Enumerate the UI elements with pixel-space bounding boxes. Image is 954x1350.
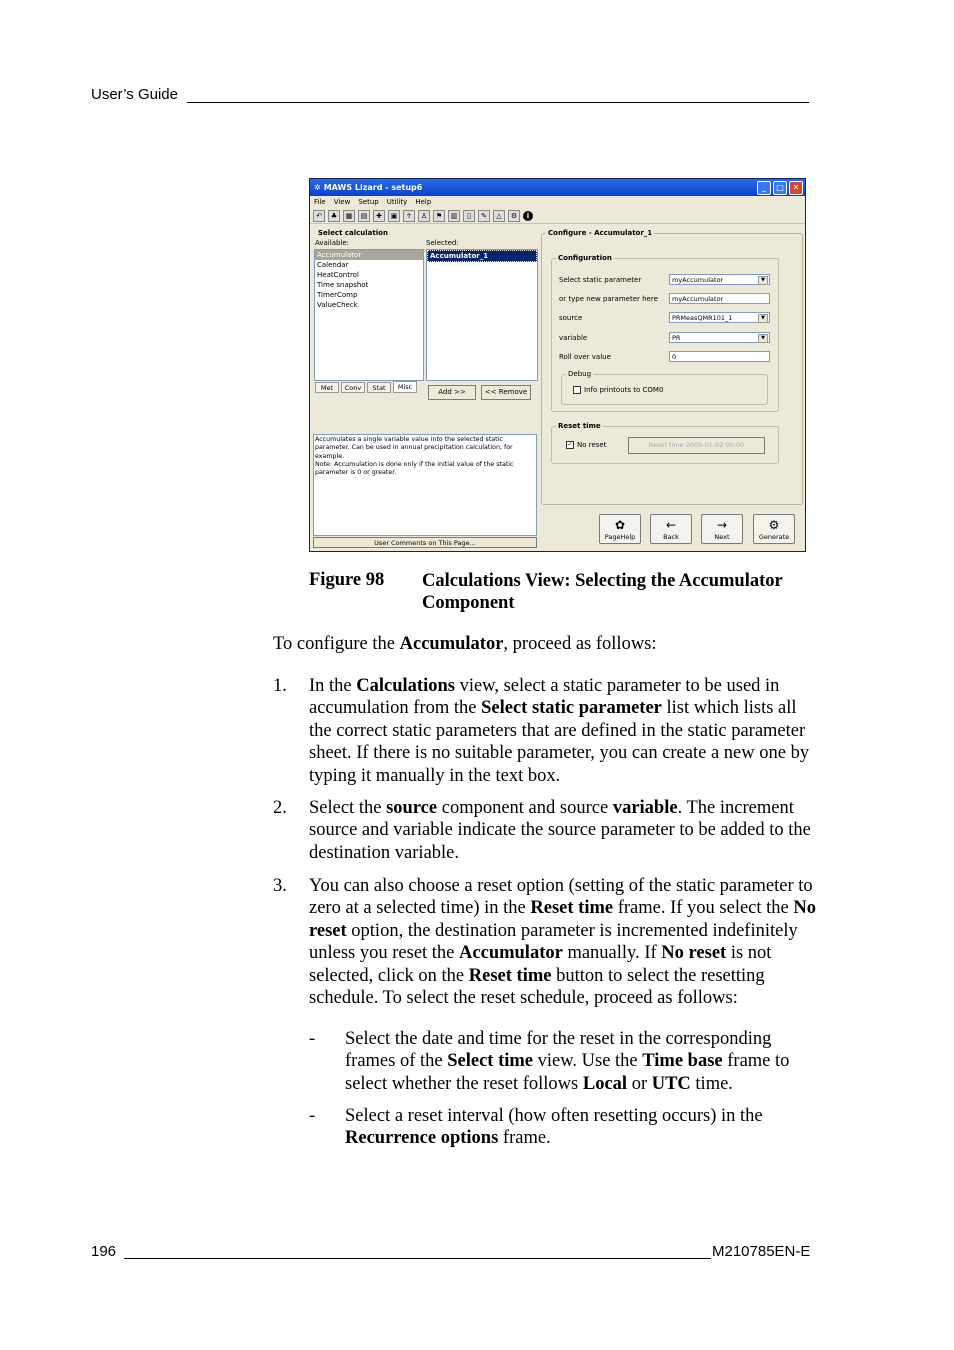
window-title: MAWS Lizard - setup6 xyxy=(323,183,423,192)
bold-run: Time base xyxy=(642,1051,723,1072)
configure-title: Configure - Accumulator_1 xyxy=(548,229,653,237)
selected-label: Selected: xyxy=(426,239,459,247)
text-run: manually. If xyxy=(562,943,662,964)
rollover-label: Roll over value xyxy=(559,353,611,361)
arrow-right-icon: → xyxy=(716,518,728,532)
text-run: In the xyxy=(309,676,357,696)
table-icon[interactable]: ▤ xyxy=(358,210,370,222)
text-run: list which lists all the correct static parameters that are defined in the static parameter sheet. If there is no suitable parameter, you can create a new one by typing it manually in the text box. xyxy=(309,698,810,786)
intro-paragraph xyxy=(273,633,818,655)
list-item[interactable]: HeatControl xyxy=(317,271,359,279)
arrow-left-icon: ← xyxy=(665,518,677,532)
rollover-input[interactable]: 0 xyxy=(669,351,770,362)
step-2-text xyxy=(309,797,818,864)
tab-misc[interactable]: Misc xyxy=(393,381,417,393)
info-icon[interactable]: i xyxy=(523,211,533,221)
no-reset-checkbox[interactable]: ✓ xyxy=(567,441,573,448)
debug-label: Info printouts to COM0 xyxy=(584,386,664,394)
document-id: M210785EN-E xyxy=(712,1243,811,1260)
running-header: User’s Guide xyxy=(91,86,178,103)
page-number: 196 xyxy=(91,1243,117,1260)
list-item[interactable]: Accumulator xyxy=(315,250,423,260)
figure-caption: Calculations View: Selecting the Accumulator Component xyxy=(422,571,783,613)
text-run: Select a reset interval (how often resetting occurs) in the xyxy=(345,1106,763,1126)
header-rule xyxy=(187,102,809,103)
title-bar xyxy=(310,179,805,196)
pagehelp-label: PageHelp xyxy=(604,533,636,541)
bullet-1-text xyxy=(345,1028,818,1095)
text-run: frame. If you select the xyxy=(613,898,794,919)
bullet-mark: - xyxy=(309,1029,316,1049)
grid-icon[interactable]: ▦ xyxy=(343,210,355,222)
source-value: PRMeasQMR101_1 xyxy=(672,314,733,322)
user-comments-button[interactable]: User Comments on This Page... xyxy=(313,537,537,548)
source-select[interactable] xyxy=(669,312,770,323)
text-run: option, the destination parameter is incremented indefinitely unless you reset the xyxy=(309,920,798,964)
bars-icon[interactable]: ▥ xyxy=(448,210,460,222)
toolbar xyxy=(310,208,805,224)
text-run: Select the xyxy=(309,798,387,818)
bullet-2-text xyxy=(345,1105,818,1150)
bullet-mark: - xyxy=(309,1106,316,1126)
text-run: frame. xyxy=(498,1128,551,1149)
bold-run: Select time xyxy=(447,1051,534,1072)
page-icon[interactable]: ▯ xyxy=(463,210,475,222)
gear-icon[interactable]: ⚙ xyxy=(508,210,520,222)
text-run: time. xyxy=(690,1073,733,1094)
text-run: is not selected, click on the xyxy=(309,943,772,986)
list-item[interactable]: TimerComp xyxy=(317,291,358,299)
list-item[interactable]: Accumulator_1 xyxy=(427,250,537,262)
text-run: , proceed as follows: xyxy=(503,634,657,654)
back-button[interactable] xyxy=(650,514,692,544)
remove-button[interactable]: << Remove xyxy=(481,385,531,400)
new-param-label: or type new parameter here xyxy=(559,295,658,303)
step-number: 3. xyxy=(273,876,287,896)
configuration-title: Configuration xyxy=(558,254,612,262)
bold-run: UTC xyxy=(651,1073,691,1094)
text-run: To configure the xyxy=(273,634,400,654)
bold-run: No reset xyxy=(309,898,817,941)
tab-met[interactable]: Met xyxy=(315,382,339,393)
static-param-value: myAccumulator xyxy=(672,276,724,284)
text-run: You can also choose a reset option (setting of the static parameter to zero at a selected time) in the xyxy=(309,876,813,919)
chevron-down-icon[interactable]: ▼ xyxy=(758,334,768,343)
select-calculation-title: Select calculation xyxy=(318,229,388,237)
menu-utility[interactable]: Utility xyxy=(386,198,408,206)
footer-rule xyxy=(124,1258,711,1259)
person-icon[interactable]: ☥ xyxy=(403,210,415,222)
list-item[interactable]: ValueCheck xyxy=(317,301,358,309)
flag-icon[interactable]: ⚑ xyxy=(433,210,445,222)
figure-number: Figure 98 xyxy=(309,570,385,590)
bold-run: Accumulator xyxy=(459,943,563,964)
no-reset-label: No reset xyxy=(577,441,607,449)
network-icon[interactable]: ♣ xyxy=(328,210,340,222)
bold-run: Accumulator xyxy=(399,634,504,654)
text-run: or xyxy=(627,1073,652,1094)
chip-icon[interactable]: ▣ xyxy=(388,210,400,222)
text-run: Select the date and time for the reset in the corresponding frames of the xyxy=(345,1029,772,1072)
gears-icon: ⚙ xyxy=(768,518,780,532)
text-run: . The increment source and variable indicate the source parameter to be added to the destination variable. xyxy=(309,798,811,863)
bold-run: source xyxy=(386,798,438,818)
app-icon: ✲ xyxy=(314,183,321,192)
pagehelp-button[interactable] xyxy=(599,514,641,544)
step-1-text xyxy=(309,675,818,787)
static-param-select[interactable] xyxy=(669,274,770,285)
minimize-icon[interactable]: _ xyxy=(757,181,771,195)
help-icon: ✿ xyxy=(614,518,626,532)
bold-run: Select static parameter xyxy=(481,698,662,719)
cross-icon[interactable]: ✚ xyxy=(373,210,385,222)
variable-select[interactable] xyxy=(669,332,770,343)
pencil-icon[interactable]: ✎ xyxy=(478,210,490,222)
text-run: view. Use the xyxy=(533,1051,643,1072)
generate-button[interactable] xyxy=(753,514,795,544)
text-run: frame to select whether the reset follows xyxy=(345,1051,790,1094)
available-label: Available: xyxy=(315,239,350,247)
undo-icon[interactable]: ↶ xyxy=(313,210,325,222)
step-number: 1. xyxy=(273,676,287,696)
list-item[interactable]: Calendar xyxy=(317,261,349,269)
available-list[interactable] xyxy=(314,249,424,381)
selected-list[interactable] xyxy=(426,249,538,381)
text-run: view, select a static parameter to be used in accumulation from the xyxy=(309,676,780,719)
source-label: source xyxy=(559,314,583,322)
bold-run: Recurrence options xyxy=(345,1128,499,1149)
chevron-down-icon[interactable]: ▼ xyxy=(758,314,768,323)
variable-value: PR xyxy=(672,334,681,342)
bold-run: Calculations xyxy=(356,676,455,696)
generate-label: Generate xyxy=(758,533,790,541)
next-label: Next xyxy=(714,533,730,541)
close-icon[interactable]: ✕ xyxy=(789,181,803,195)
bold-run: Reset time xyxy=(530,898,614,919)
variable-label: variable xyxy=(559,334,588,342)
maximize-icon[interactable]: □ xyxy=(773,181,787,195)
tree-icon[interactable]: ♙ xyxy=(418,210,430,222)
back-label: Back xyxy=(663,533,679,541)
static-param-label: Select static parameter xyxy=(559,276,642,284)
menu-setup[interactable]: Setup xyxy=(358,198,379,206)
step-3-text xyxy=(309,875,818,1009)
bold-run: No reset xyxy=(661,943,727,964)
menu-help[interactable]: Help xyxy=(415,198,432,206)
menu-view[interactable]: View xyxy=(333,198,351,206)
text-run: button to select the resetting schedule. To select the reset schedule, proceed as follows: xyxy=(309,965,765,1009)
debug-title: Debug xyxy=(568,370,592,378)
step-number: 2. xyxy=(273,798,287,818)
add-button[interactable]: Add >> xyxy=(428,385,476,400)
maws-lizard-window xyxy=(309,178,806,552)
debug-checkbox[interactable] xyxy=(573,386,581,394)
description-box: Accumulates a single variable value into the selected static parameter. Can be used in annual precipitation calculation, for example. Note: Accumulation is done only if the initial value of the static parameter is 0 or greater. xyxy=(313,434,537,536)
tab-conv[interactable]: Conv xyxy=(341,382,365,393)
list-item[interactable]: Time snapshot xyxy=(317,281,369,289)
reset-time-title: Reset time xyxy=(558,422,601,430)
debug-checkbox-row[interactable] xyxy=(573,386,663,394)
next-button[interactable] xyxy=(701,514,743,544)
menu-file[interactable]: File xyxy=(314,198,326,206)
tab-stat[interactable]: Stat xyxy=(367,382,391,393)
new-param-input[interactable]: myAccumulator xyxy=(669,293,770,304)
bell-icon[interactable]: △ xyxy=(493,210,505,222)
bold-run: Reset time xyxy=(468,965,552,986)
chevron-down-icon[interactable]: ▼ xyxy=(758,276,768,285)
text-run: component and source xyxy=(437,798,613,818)
reset-time-button[interactable]: Reset time 2005-01-02 00:00 xyxy=(628,437,765,454)
bold-run: variable xyxy=(612,798,678,818)
bold-run: Local xyxy=(582,1073,628,1094)
menu-bar xyxy=(310,196,805,208)
no-reset-row[interactable] xyxy=(566,441,606,449)
